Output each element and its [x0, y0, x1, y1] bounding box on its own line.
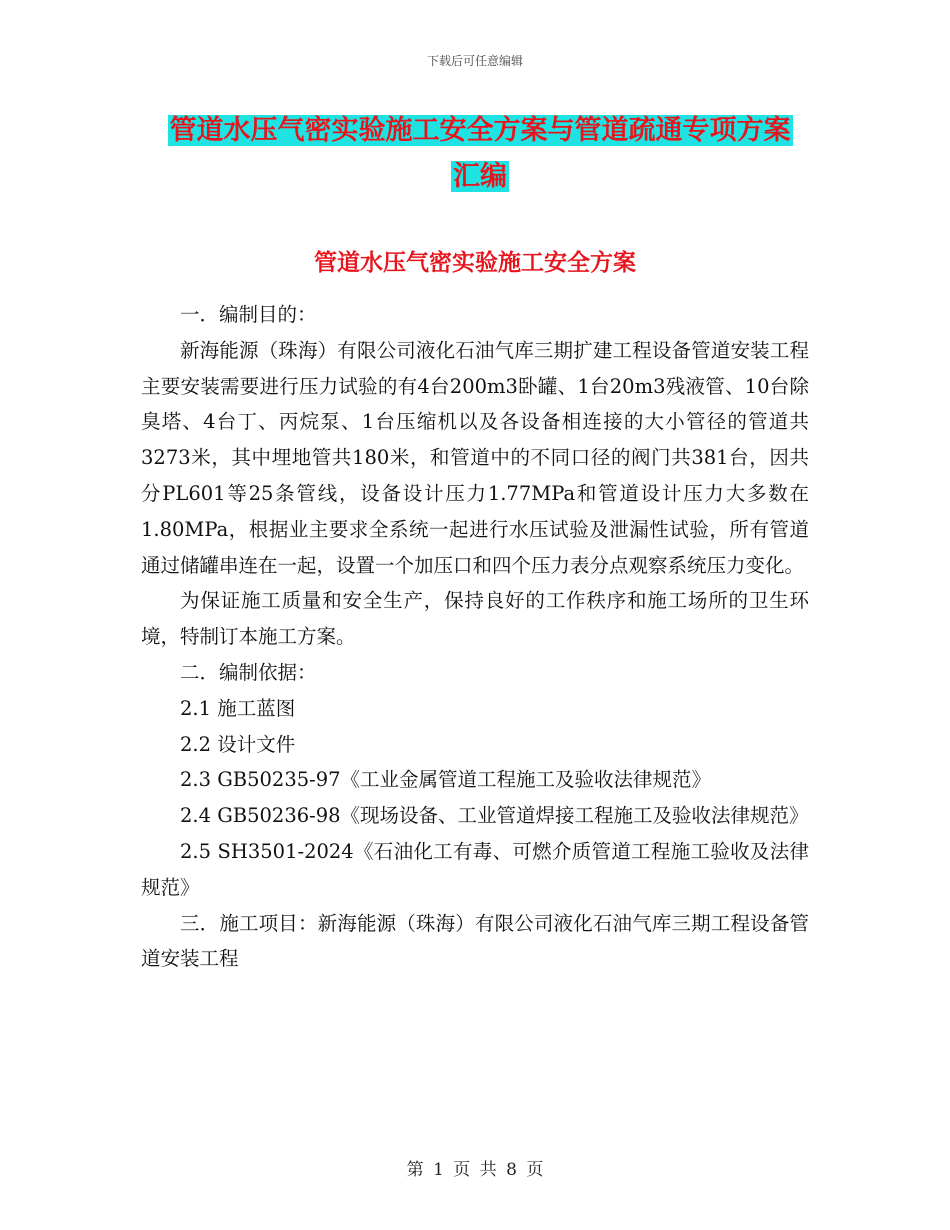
paragraph-basis-item: 2.1 施工蓝图 [180, 696, 296, 720]
paragraph-purpose-heading: 一．编制目的： [180, 303, 317, 326]
page-header: 下载后可任意编辑 [426, 54, 523, 68]
paragraph-basis-item: 2.5 SH3501-2024《石油化工有毒、可燃介质管道工程施工验收及法律规范》 [141, 839, 809, 899]
document-title-line-1: 管道水压气密实验施工安全方案与管道疏通专项方案 [169, 115, 791, 146]
paragraph-quality-safety: 为保证施工质量和安全生产，保持良好的工作秩序和施工场所的卫生环境，特制订本施工方案。 [141, 589, 809, 649]
document-title [140, 108, 820, 200]
paragraph-project-description: 新海能源（珠海）有限公司液化石油气库三期扩建工程设备管道安装工程主要安装需要进行压力试验的有4台200m3卧罐、1台20m3残液管、10台除臭塔、4台丁、丙烷泵、1台压缩机以及各设备相连接的大小管径的管道共3273米，其中埋地管共180米，和管道中的不同口径的阀门共381台，因共分PL601等25条管线，设备设计压力1.77MPa和管道设计压力大多数在1.80MPa，根据业主要求全系统一起进行水压试验及泄漏性试验，所有管道通过储罐串连在一起，设置一个加压口和四个压力表分点观察系统压力变化。 [141, 338, 809, 577]
paragraph-basis-item: 2.4 GB50236-98《现场设备、工业管道焊接工程施工及验收法律规范》 [180, 804, 809, 828]
paragraph-construction-project: 三．施工项目：新海能源（珠海）有限公司液化石油气库三期工程设备管道安装工程 [141, 911, 809, 971]
paragraph-basis-item: 2.2 设计文件 [180, 732, 296, 756]
paragraph-basis-heading: 二．编制依据： [180, 660, 317, 684]
paragraph-basis-item: 2.3 GB50235-97《工业金属管道工程施工及验收法律规范》 [180, 768, 712, 792]
page-footer: 第 1 页 共 8 页 [406, 1160, 544, 1180]
section-title: 管道水压气密实验施工安全方案 [314, 249, 636, 276]
document-title-line-2: 汇编 [453, 161, 507, 192]
document-body [141, 297, 809, 977]
